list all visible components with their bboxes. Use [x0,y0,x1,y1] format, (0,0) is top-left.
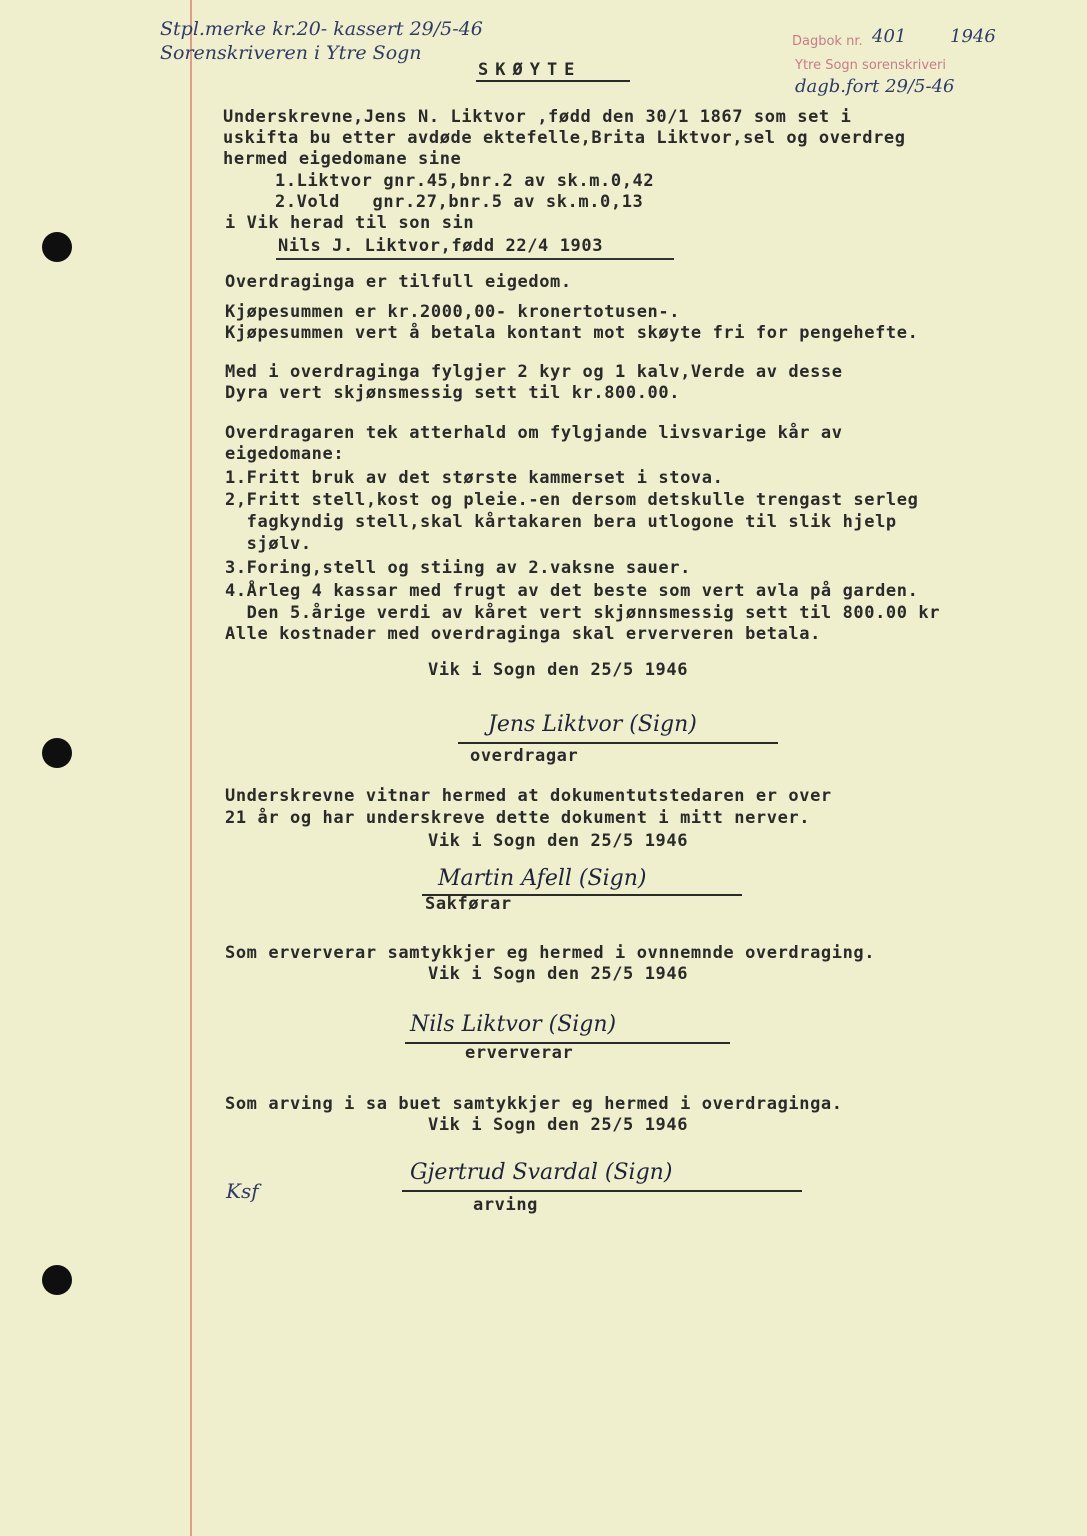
signature-role: arving [473,1195,539,1215]
witness-line: Underskrevne vitnar hermed at dokumentutstedaren er over [225,786,832,806]
reservation-line: 2,Fritt stell,kost og pleie.-en dersom detskulle trengast serleg [225,490,919,510]
handwritten-note-2: Sorenskriveren i Ytre Sogn [160,42,422,64]
intro-line: Underskrevne,Jens N. Liktvor ,fødd den 30/1 1867 som set i [223,107,852,127]
acceptance-line: Som erververar samtykkjer eg hermed i ovnnemnde overdraging. [225,943,876,963]
witness-line: 21 år og har underskreve dette dokument i mitt nerver. [225,808,811,828]
heir-name-underline [276,258,674,260]
intro-line: uskifta bu etter avdøde ektefelle,Brita Liktvor,sel og overdreg [223,128,906,148]
reservation-intro-line: Overdragaren tek atterhald om fylgjande livsvarige kår av [225,423,843,443]
stamp-office: Ytre Sogn sorenskriveri [795,58,946,73]
signature-line [402,1190,802,1192]
signature-role: erververar [465,1043,574,1063]
reservation-intro-line: eigedomane: [225,444,345,464]
handwritten-initials: Ksf [226,1179,259,1203]
reservation-line: sjølv. [225,534,312,554]
signature-line [458,742,778,744]
margin-rule [190,0,192,1536]
reservation-line: fagkyndig stell,skal kårtakaren bera utlogone til slik hjelp [225,512,897,532]
reservation-line: 4.Årleg 4 kassar med frugt av det beste som vert avla på garden. [225,581,919,601]
property-line: 1.Liktvor gnr.45,bnr.2 av sk.m.0,42 [275,171,655,191]
livestock-line: Dyra vert skjønsmessig sett til kr.800.00. [225,383,681,403]
reservation-line: Alle kostnader med overdraginga skal erververen betala. [225,624,821,644]
place-date: Vik i Sogn den 25/5 1946 [428,964,689,984]
price-line: Kjøpesummen er kr.2000,00- kronertotusen-. [225,302,681,322]
signature-role: overdragar [470,746,579,766]
heir-name: Nils J. Liktvor,fødd 22/4 1903 [278,236,604,256]
stamp-dagbok-number: 401 [872,26,907,47]
signature-arving: Gjertrud Svardal (Sign) [410,1160,673,1185]
document-title: SKØYTE [478,60,582,80]
signature-overdragar: Jens Liktvor (Sign) [488,712,697,737]
signature-role: Sakførar [425,894,512,914]
punch-hole [42,232,72,262]
reservation-line: 1.Fritt bruk av det største kammerset i stova. [225,468,724,488]
handwritten-date-note: dagb.fort 29/5-46 [795,76,955,97]
reservation-line: Den 5.årige verdi av kåret vert skjønnsmessig sett til 800.00 kr [225,603,941,623]
place-date: Vik i Sogn den 25/5 1946 [428,1115,689,1135]
heir-intro: i Vik herad til son sin [225,213,475,233]
signature-sakforar: Martin Afell (Sign) [438,866,647,891]
title-underline [476,80,630,82]
place-date: Vik i Sogn den 25/5 1946 [428,831,689,851]
price-line: Kjøpesummen vert å betala kontant mot skøyte fri for pengehefte. [225,323,919,343]
terms-line: Overdraginga er tilfull eigedom. [225,272,572,292]
property-line: 2.Vold gnr.27,bnr.5 av sk.m.0,13 [275,192,644,212]
heir-consent-line: Som arving i sa buet samtykkjer eg hermed i overdraginga. [225,1094,843,1114]
handwritten-note-1: Stpl.merke kr.20- kassert 29/5-46 [160,18,483,40]
stamp-dagbok-year: 1946 [950,26,996,47]
place-date: Vik i Sogn den 25/5 1946 [428,660,689,680]
livestock-line: Med i overdraginga fylgjer 2 kyr og 1 kalv,Verde av desse [225,362,843,382]
intro-line: hermed eigedomane sine [223,149,462,169]
punch-hole [42,1265,72,1295]
signature-erververar: Nils Liktvor (Sign) [410,1012,617,1037]
stamp-dagbok-label: Dagbok nr. [792,34,863,49]
punch-hole [42,738,72,768]
reservation-line: 3.Foring,stell og stiing av 2.vaksne sauer. [225,558,691,578]
